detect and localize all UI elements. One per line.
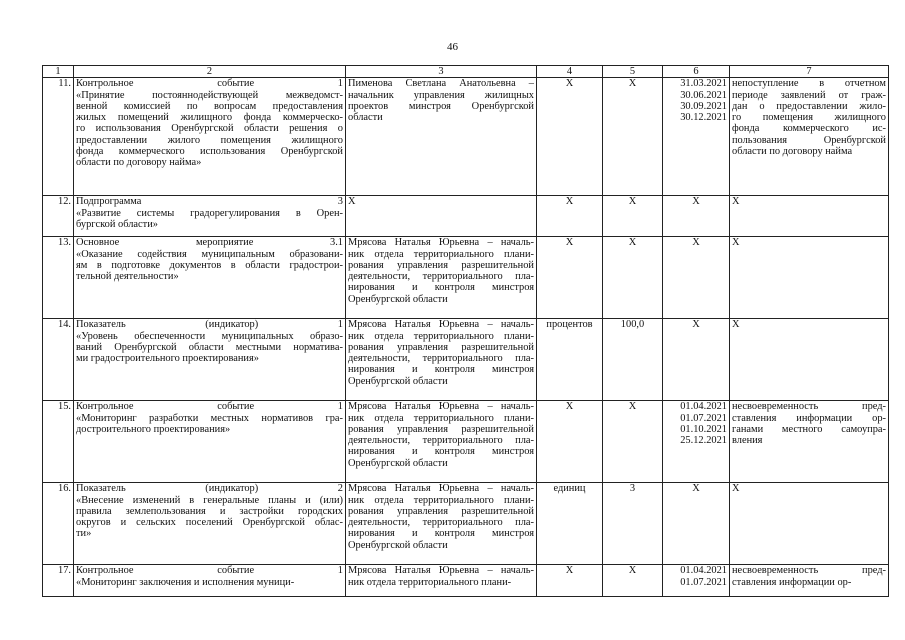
event-name-cell	[74, 401, 346, 483]
risk-cell	[730, 237, 889, 319]
unit-cell: X	[537, 196, 603, 237]
row-number-cell: 14.	[43, 319, 74, 401]
header-cell: 5	[603, 66, 663, 78]
cell-line: ям в подготовке документов в области градострои-	[76, 259, 343, 271]
cell-line: правила землепользования и застройки городских	[76, 505, 343, 517]
cell-line: «Развитие системы градорегулирования в Орен-	[76, 207, 343, 219]
cell-line: X	[348, 196, 356, 208]
cell-line: несвоевременность пред-	[732, 565, 886, 577]
table-row	[43, 319, 889, 401]
cell-line: дан о предоставлении жило-	[732, 100, 886, 112]
unit-cell: X	[537, 78, 603, 196]
cell-line: пользования Оренбургской	[732, 134, 886, 146]
cell-line: 01.10.2021	[680, 423, 727, 435]
cell-line: X	[692, 319, 700, 331]
unit-cell: X	[537, 565, 603, 597]
value-cell: 100,0	[603, 319, 663, 401]
cell-line: Показатель (индикатор) 2	[76, 483, 343, 495]
event-name-cell	[74, 237, 346, 319]
date-cell	[663, 401, 730, 483]
cell-line: жилых помещений жилищного фонда коммерческо-	[76, 112, 343, 124]
cell-line: 01.07.2021	[680, 576, 727, 588]
cell-line: X	[732, 196, 740, 208]
cell-line: области по договору найма	[732, 146, 853, 158]
cell-line: го использования Оренбургской области решения о	[76, 123, 343, 135]
cell-line: округов и сельских поселений Оренбургской облас-	[76, 517, 343, 529]
responsible-cell	[346, 237, 537, 319]
responsible-cell	[346, 565, 537, 597]
cell-line: ник отдела территориального плани-	[348, 494, 534, 506]
cell-line: Мрясова Наталья Юрьевна – началь-	[348, 565, 534, 577]
cell-line: вления	[732, 435, 763, 447]
cell-line: ставления информации ор-	[732, 576, 852, 588]
row-number-cell: 17.	[43, 565, 74, 597]
risk-cell	[730, 483, 889, 565]
cell-line: области по договору найма»	[76, 157, 202, 169]
cell-line: несвоевременность пред-	[732, 401, 886, 413]
plan-table	[42, 65, 889, 597]
cell-line: бургской области»	[76, 218, 158, 230]
unit-cell: X	[537, 237, 603, 319]
risk-cell	[730, 78, 889, 196]
cell-line: периоде заявлений от граж-	[732, 89, 886, 101]
cell-line: 01.07.2021	[680, 412, 727, 424]
cell-line: «Принятие постояннодействующей межведомст-	[76, 89, 343, 101]
cell-line: «Оказание содействия муниципальным образовани-	[76, 248, 343, 260]
cell-line: Контрольное событие 1	[76, 401, 343, 413]
value-cell: X	[603, 78, 663, 196]
row-number-cell: 13.	[43, 237, 74, 319]
table-row	[43, 565, 889, 597]
cell-line: фонда коммерческого использования Оренбургской	[76, 146, 343, 158]
cell-line: 30.09.2021	[680, 100, 727, 112]
responsible-cell	[346, 401, 537, 483]
cell-line: X	[732, 319, 740, 331]
cell-line: рования управления разрешительной	[348, 259, 534, 271]
date-cell	[663, 78, 730, 196]
value-cell: X	[603, 237, 663, 319]
cell-line: ганами местного самоупра-	[732, 423, 886, 435]
cell-line: рования управления разрешительной	[348, 505, 534, 517]
table-row	[43, 196, 889, 237]
cell-line: нирования и контроля минстроя	[348, 364, 534, 376]
event-name-cell	[74, 78, 346, 196]
cell-line: 01.04.2021	[680, 401, 727, 413]
cell-line: «Внесение изменений в генеральные планы и (или)	[76, 494, 343, 506]
row-number-cell: 11.	[43, 78, 74, 196]
cell-line: Оренбургской области	[348, 293, 448, 305]
event-name-cell	[74, 565, 346, 597]
cell-line: ми градостроительного проектирования»	[76, 353, 259, 365]
cell-line: достроительного проектирования»	[76, 423, 231, 435]
header-cell: 7	[730, 66, 889, 78]
cell-line: Основное мероприятие 3.1	[76, 237, 343, 249]
value-cell: X	[603, 565, 663, 597]
cell-line: X	[692, 237, 700, 249]
cell-line: X	[692, 196, 700, 208]
responsible-cell	[346, 78, 537, 196]
cell-line: предоставлении жилого помещения жилищного	[76, 134, 343, 146]
event-name-cell	[74, 319, 346, 401]
cell-line: ти»	[76, 528, 92, 540]
date-cell	[663, 237, 730, 319]
event-name-cell	[74, 483, 346, 565]
cell-line: «Мониторинг заключения и исполнения муници-	[76, 576, 295, 588]
risk-cell	[730, 565, 889, 597]
responsible-cell	[346, 319, 537, 401]
cell-line: Оренбургской области	[348, 375, 448, 387]
row-number-cell: 15.	[43, 401, 74, 483]
cell-line: Показатель (индикатор) 1	[76, 319, 343, 331]
cell-line: 31.03.2021	[680, 78, 727, 90]
cell-line: 01.04.2021	[680, 565, 727, 577]
cell-line: фонда коммерческого ис-	[732, 123, 886, 135]
cell-line: нирования и контроля минстроя	[348, 528, 534, 540]
risk-cell	[730, 319, 889, 401]
cell-line: деятельности, территориального пла-	[348, 271, 534, 283]
cell-line: деятельности, территориального пла-	[348, 353, 534, 365]
table-header-row	[43, 66, 889, 78]
row-number-cell: 16.	[43, 483, 74, 565]
cell-line: 30.12.2021	[680, 112, 727, 124]
cell-line: начальник управления жилищных	[348, 89, 534, 101]
header-cell: 2	[74, 66, 346, 78]
cell-line: непоступление в отчетном	[732, 78, 886, 90]
cell-line: нирования и контроля минстроя	[348, 446, 534, 458]
responsible-cell	[346, 196, 537, 237]
risk-cell	[730, 196, 889, 237]
unit-cell: процентов	[537, 319, 603, 401]
cell-line: деятельности, территориального пла-	[348, 517, 534, 529]
event-name-cell	[74, 196, 346, 237]
value-cell: X	[603, 401, 663, 483]
cell-line: Мрясова Наталья Юрьевна – началь-	[348, 237, 534, 249]
table-row	[43, 483, 889, 565]
value-cell: X	[603, 196, 663, 237]
date-cell	[663, 319, 730, 401]
header-cell: 6	[663, 66, 730, 78]
risk-cell	[730, 401, 889, 483]
cell-line: Мрясова Наталья Юрьевна – началь-	[348, 319, 534, 331]
cell-line: го помещения жилищного	[732, 112, 886, 124]
cell-line: Мрясова Наталья Юрьевна – началь-	[348, 401, 534, 413]
cell-line: ник отдела территориального плани-	[348, 412, 534, 424]
row-number-cell: 12.	[43, 196, 74, 237]
header-cell: 1	[43, 66, 74, 78]
cell-line: Мрясова Наталья Юрьевна – началь-	[348, 483, 534, 495]
cell-line: X	[692, 483, 700, 495]
cell-line: нирования и контроля минстроя	[348, 282, 534, 294]
cell-line: ваний Оренбургской области местными нормативa-	[76, 341, 343, 353]
header-cell: 3	[346, 66, 537, 78]
cell-line: 25.12.2021	[680, 435, 727, 447]
cell-line: Подпрограмма 3	[76, 196, 343, 208]
cell-line: Оренбургской области	[348, 539, 448, 551]
cell-line: Пименова Светлана Анатольевна –	[348, 78, 534, 90]
cell-line: венной комиссией по вопросам предоставления	[76, 100, 343, 112]
cell-line: области	[348, 112, 383, 124]
cell-line: 30.06.2021	[680, 89, 727, 101]
value-cell: 3	[603, 483, 663, 565]
cell-line: X	[732, 237, 740, 249]
cell-line: рования управления разрешительной	[348, 341, 534, 353]
unit-cell: единиц	[537, 483, 603, 565]
cell-line: рования управления разрешительной	[348, 423, 534, 435]
cell-line: Контрольное событие 1	[76, 78, 343, 90]
date-cell	[663, 196, 730, 237]
table-row	[43, 401, 889, 483]
cell-line: X	[732, 483, 740, 495]
cell-line: деятельности, территориального пла-	[348, 435, 534, 447]
date-cell	[663, 565, 730, 597]
header-cell: 4	[537, 66, 603, 78]
cell-line: ставления информации ор-	[732, 412, 886, 424]
responsible-cell	[346, 483, 537, 565]
cell-line: ник отдела территориального плани-	[348, 248, 534, 260]
cell-line: тельной деятельности»	[76, 271, 179, 283]
cell-line: «Мониторинг разработки местных нормативов гра-	[76, 412, 343, 424]
table-row	[43, 78, 889, 196]
table-row	[43, 237, 889, 319]
page-number: 46	[447, 41, 458, 53]
cell-line: Контрольное событие 1	[76, 565, 343, 577]
unit-cell: X	[537, 401, 603, 483]
cell-line: «Уровень обеспеченности муниципальных образо-	[76, 330, 343, 342]
cell-line: ник отдела территориального плани-	[348, 330, 534, 342]
cell-line: Оренбургской области	[348, 457, 448, 469]
date-cell	[663, 483, 730, 565]
cell-line: проектов минстроя Оренбургской	[348, 100, 534, 112]
cell-line: ник отдела территориального плани-	[348, 576, 512, 588]
